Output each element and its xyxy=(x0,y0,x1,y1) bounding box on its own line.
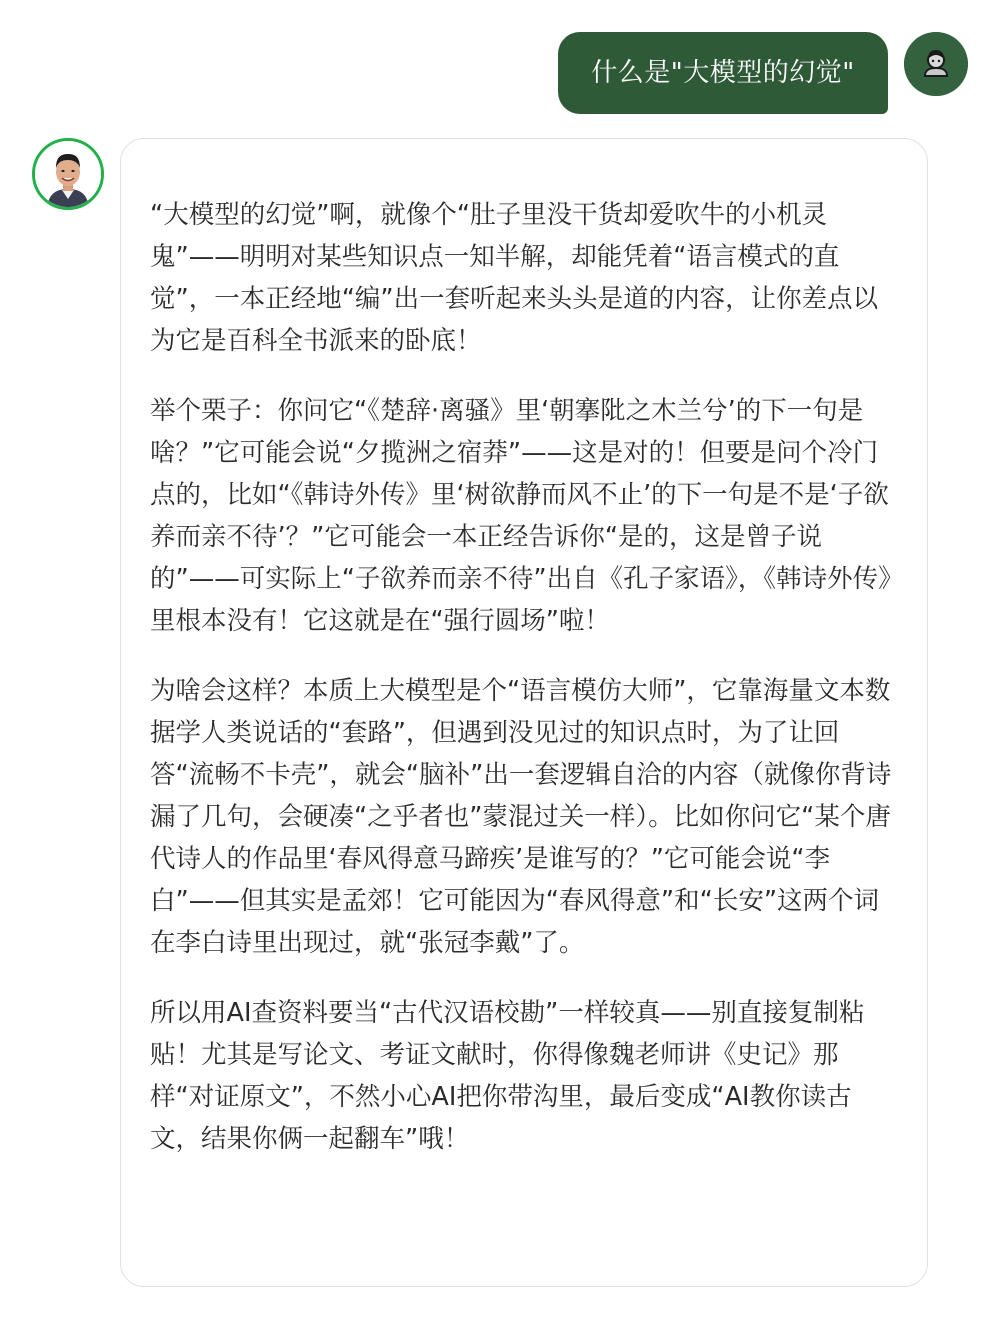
person-icon xyxy=(904,32,968,96)
user-message-bubble xyxy=(558,32,888,114)
assistant-paragraph: 举个栗子：你问它“《楚辞·离骚》里‘朝搴阰之木兰兮’的下一句是啥？”它可能会说“夕揽洲之宿莽”——这是对的！但要是问个冷门点的，比如“《韩诗外传》里‘树欲静而风不止’的下一句是不是‘子欲养而亲不待’？”它可能会一本正经告诉你“是的，这是曾子说的”——可实际上“子欲养而亲不待”出自《孔子家语》，《韩诗外传》里根本没有！它这就是在“强行圆场”啦！ xyxy=(150,396,891,636)
assistant-portrait-icon xyxy=(35,141,101,207)
assistant-paragraph: 为啥会这样？本质上大模型是个“语言模仿大师”，它靠海量文本数据学人类说话的“套路”，但遇到没见过的知识点时，为了让回答“流畅不卡壳”，就会“脑补”出一套逻辑自洽的内容（就像你背诗漏了几句，会硬凑“之乎者也”蒙混过关一样）。比如你问它“某个唐代诗人的作品里‘春风得意马蹄疾’是谁写的？”它可能会说“李白”——但其实是孟郊！它可能因为“春风得意”和“长安”这两个词在李白诗里出现过，就“张冠李戴”了。 xyxy=(150,676,892,958)
assistant-paragraph: 所以用AI查资料要当“古代汉语校勘”一样较真——别直接复制粘贴！尤其是写论文、考证文献时，你得像魏老师讲《史记》那样“对证原文”，不然小心AI把你带沟里，最后变成“AI教你读古文，结果你俩一起翻车”哦！ xyxy=(150,998,865,1154)
assistant-paragraph: “大模型的幻觉”啊，就像个“肚子里没干货却爱吹牛的小机灵鬼”——明明对某些知识点一知半解，却能凭着“语言模式的直觉”，一本正经地“编”出一套听起来头头是道的内容，让你差点以为它是百科全书派来的卧底！ xyxy=(150,200,879,356)
user-avatar[interactable] xyxy=(904,32,968,96)
assistant-avatar[interactable] xyxy=(32,138,104,210)
user-message-text: 什么是"大模型的幻觉" xyxy=(591,58,855,88)
assistant-message-bubble xyxy=(120,138,928,1287)
